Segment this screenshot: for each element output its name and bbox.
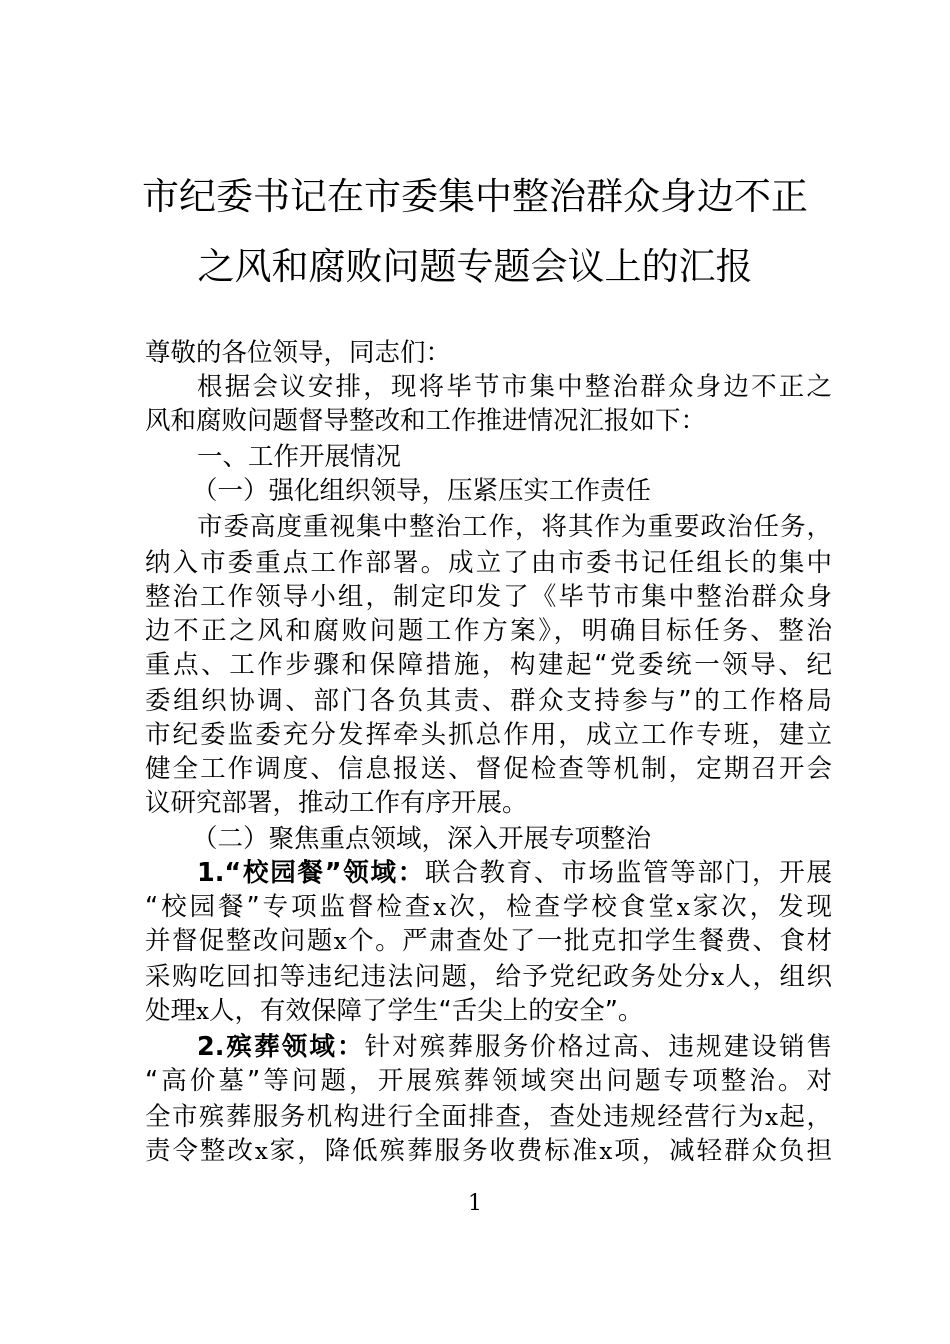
item-2-line-4: 责令整改x家，降低殡葬服务收费标准x项，减轻群众负担 (145, 1136, 832, 1166)
item-2-line-1: 2.殡葬领域：针对殡葬服务价格过高、违规建设销售 (197, 1032, 832, 1062)
item-2-line-3: 全市殡葬服务机构进行全面排查，查处违规经营行为x起， (145, 1102, 832, 1132)
item-1-line-5: 处理x人，有效保障了学生“舌尖上的安全”。 (145, 996, 644, 1026)
salutation: 尊敬的各位领导，同志们： (145, 338, 452, 368)
page-number: 1 (468, 1191, 482, 1216)
item-1-line-1: 1.“校园餐”领域：联合教育、市场监管等部门，开展 (197, 858, 832, 888)
paragraph-line: 健全工作调度、信息报送、督促检查等机制，定期召开会 (145, 754, 832, 784)
document-title-line-2: 之风和腐败问题专题会议上的汇报 (197, 245, 753, 288)
paragraph-line: 重点、工作步骤和保障措施，构建起“党委统一领导、纪 (145, 650, 832, 680)
placeholder-value: x (599, 1139, 613, 1165)
paragraph-line: 市纪委监委充分发挥牵头抓总作用，成立工作专班，建立 (145, 720, 832, 750)
intro-line-1: 根据会议安排，现将毕节市集中整治群众身边不正之 (197, 372, 832, 402)
placeholder-value: x (676, 895, 690, 921)
paragraph-line: 纳入市委重点工作部署。成立了由市委书记任组长的集中 (145, 548, 832, 578)
subsection-heading-2: （二）聚焦重点领域，深入开展专项整治 (192, 824, 652, 854)
intro-line-2: 风和腐败问题督导整改和工作推进情况汇报如下： (145, 406, 707, 436)
paragraph-line: 市委高度重视集中整治工作，将其作为重要政治任务， (197, 512, 832, 542)
section-heading-1: 一、工作开展情况 (197, 442, 402, 472)
placeholder-value: x (333, 929, 347, 955)
item-1-line-4: 采购吃回扣等违纪违法问题，给予党纪政务处分x人，组织 (145, 962, 832, 992)
item-2-line-2: “高价墓”等问题，开展殡葬领域突出问题专项整治。对 (145, 1066, 832, 1096)
paragraph-line: 议研究部署，推动工作有序开展。 (145, 788, 528, 818)
item-2-label: 2.殡葬领域： (197, 1032, 365, 1062)
paragraph-line: 整治工作领导小组，制定印发了《毕节市集中整治群众身 (145, 582, 832, 612)
subsection-heading-1: （一）强化组织领导，压紧压实工作责任 (192, 476, 652, 506)
item-1-label: 1.“校园餐”领域： (197, 858, 425, 888)
placeholder-value: x (433, 895, 447, 921)
document-title-line-1: 市纪委书记在市委集中整治群众身边不正 (142, 175, 808, 218)
placeholder-value: x (196, 999, 209, 1025)
paragraph-line: 边不正之风和腐败问题工作方案》，明确目标任务、整治 (145, 616, 832, 646)
placeholder-value: x (711, 965, 725, 991)
paragraph-line: 委组织协调、部门各负其责、群众支持参与”的工作格局 (145, 686, 832, 716)
placeholder-value: x (254, 1139, 268, 1165)
item-1-line-3: 并督促整改问题x个。严肃查处了一批克扣学生餐费、食材 (145, 926, 832, 956)
item-1-line-2: “校园餐”专项监督检查x次，检查学校食堂x家次，发现 (145, 892, 832, 922)
placeholder-value: x (765, 1105, 779, 1131)
